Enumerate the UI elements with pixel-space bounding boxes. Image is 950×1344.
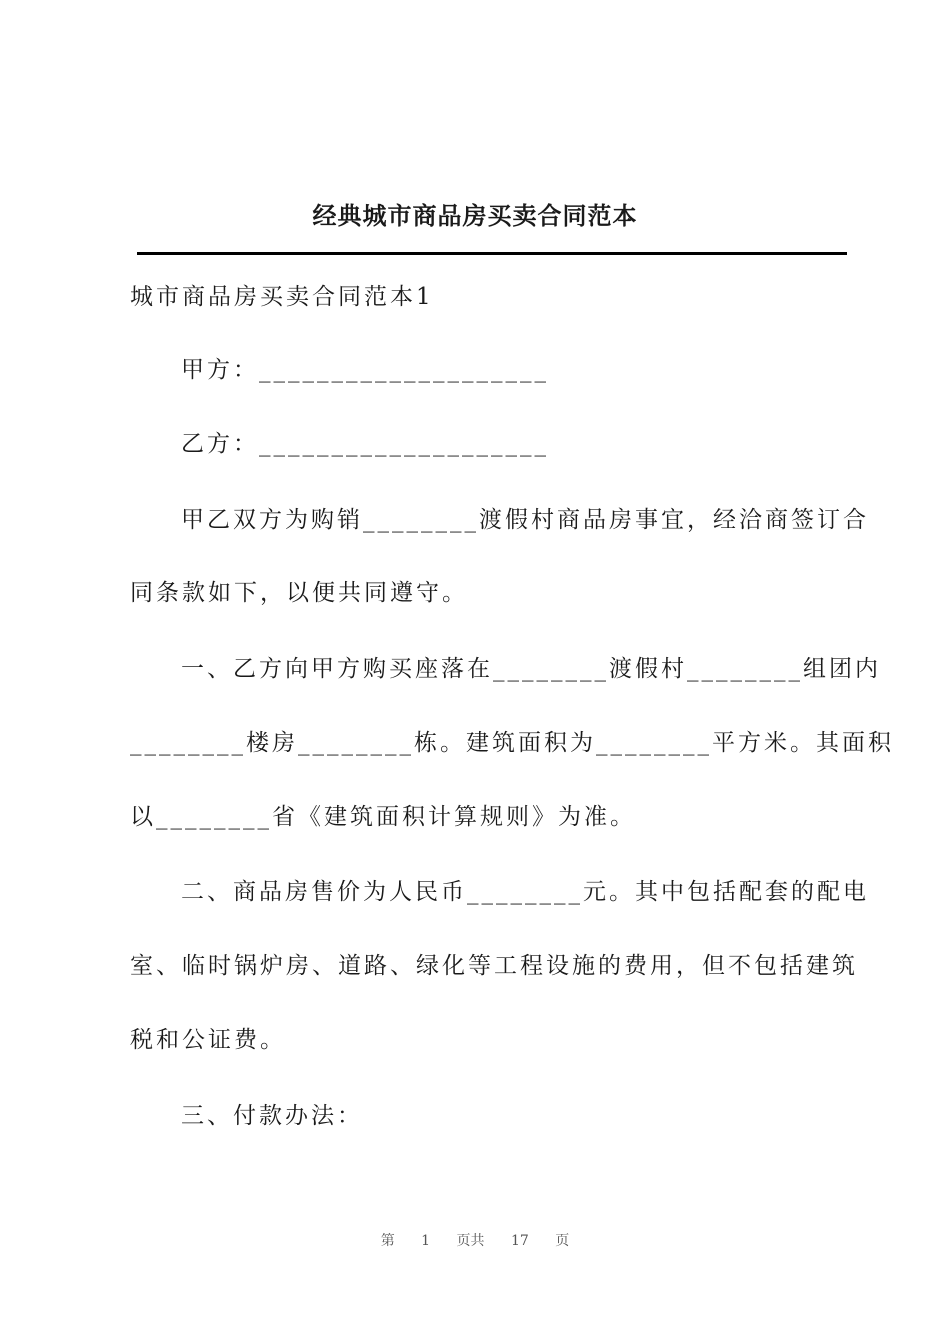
paragraph-line: 甲乙双方为购销________渡假村商品房事宜，经洽商签订合 [181,507,869,533]
document-title: 经典城市商品房买卖合同范本 [312,201,638,230]
party-b-line: 乙方：____________________ [181,431,549,457]
paragraph-line: 一、乙方向甲方购买座落在________渡假村________组团内 [181,656,881,682]
paragraph-line: 以________省《建筑面积计算规则》为准。 [130,804,636,830]
paragraph-line: 室、临时锅炉房、道路、绿化等工程设施的费用，但不包括建筑 [130,953,858,979]
paragraph-line: 税和公证费。 [130,1027,286,1053]
section-heading: 城市商品房买卖合同范本1 [130,284,434,310]
paragraph-line: 二、商品房售价为人民币________元。其中包括配套的配电 [181,879,869,905]
party-a-line: 甲方：____________________ [181,357,549,383]
page-label-middle: 页共 [456,1233,485,1249]
page-number: 1 [421,1233,431,1249]
paragraph-line: 三、付款办法： [181,1103,363,1129]
page-label-prefix: 第 [380,1233,395,1249]
title-divider [137,252,847,255]
total-pages: 17 [511,1233,529,1249]
page-footer [0,1230,950,1250]
paragraph-line: 同条款如下，以便共同遵守。 [130,580,468,606]
page-label-suffix: 页 [555,1233,570,1249]
paragraph-line: ________楼房________栋。建筑面积为________平方米。其面积 [130,730,894,756]
